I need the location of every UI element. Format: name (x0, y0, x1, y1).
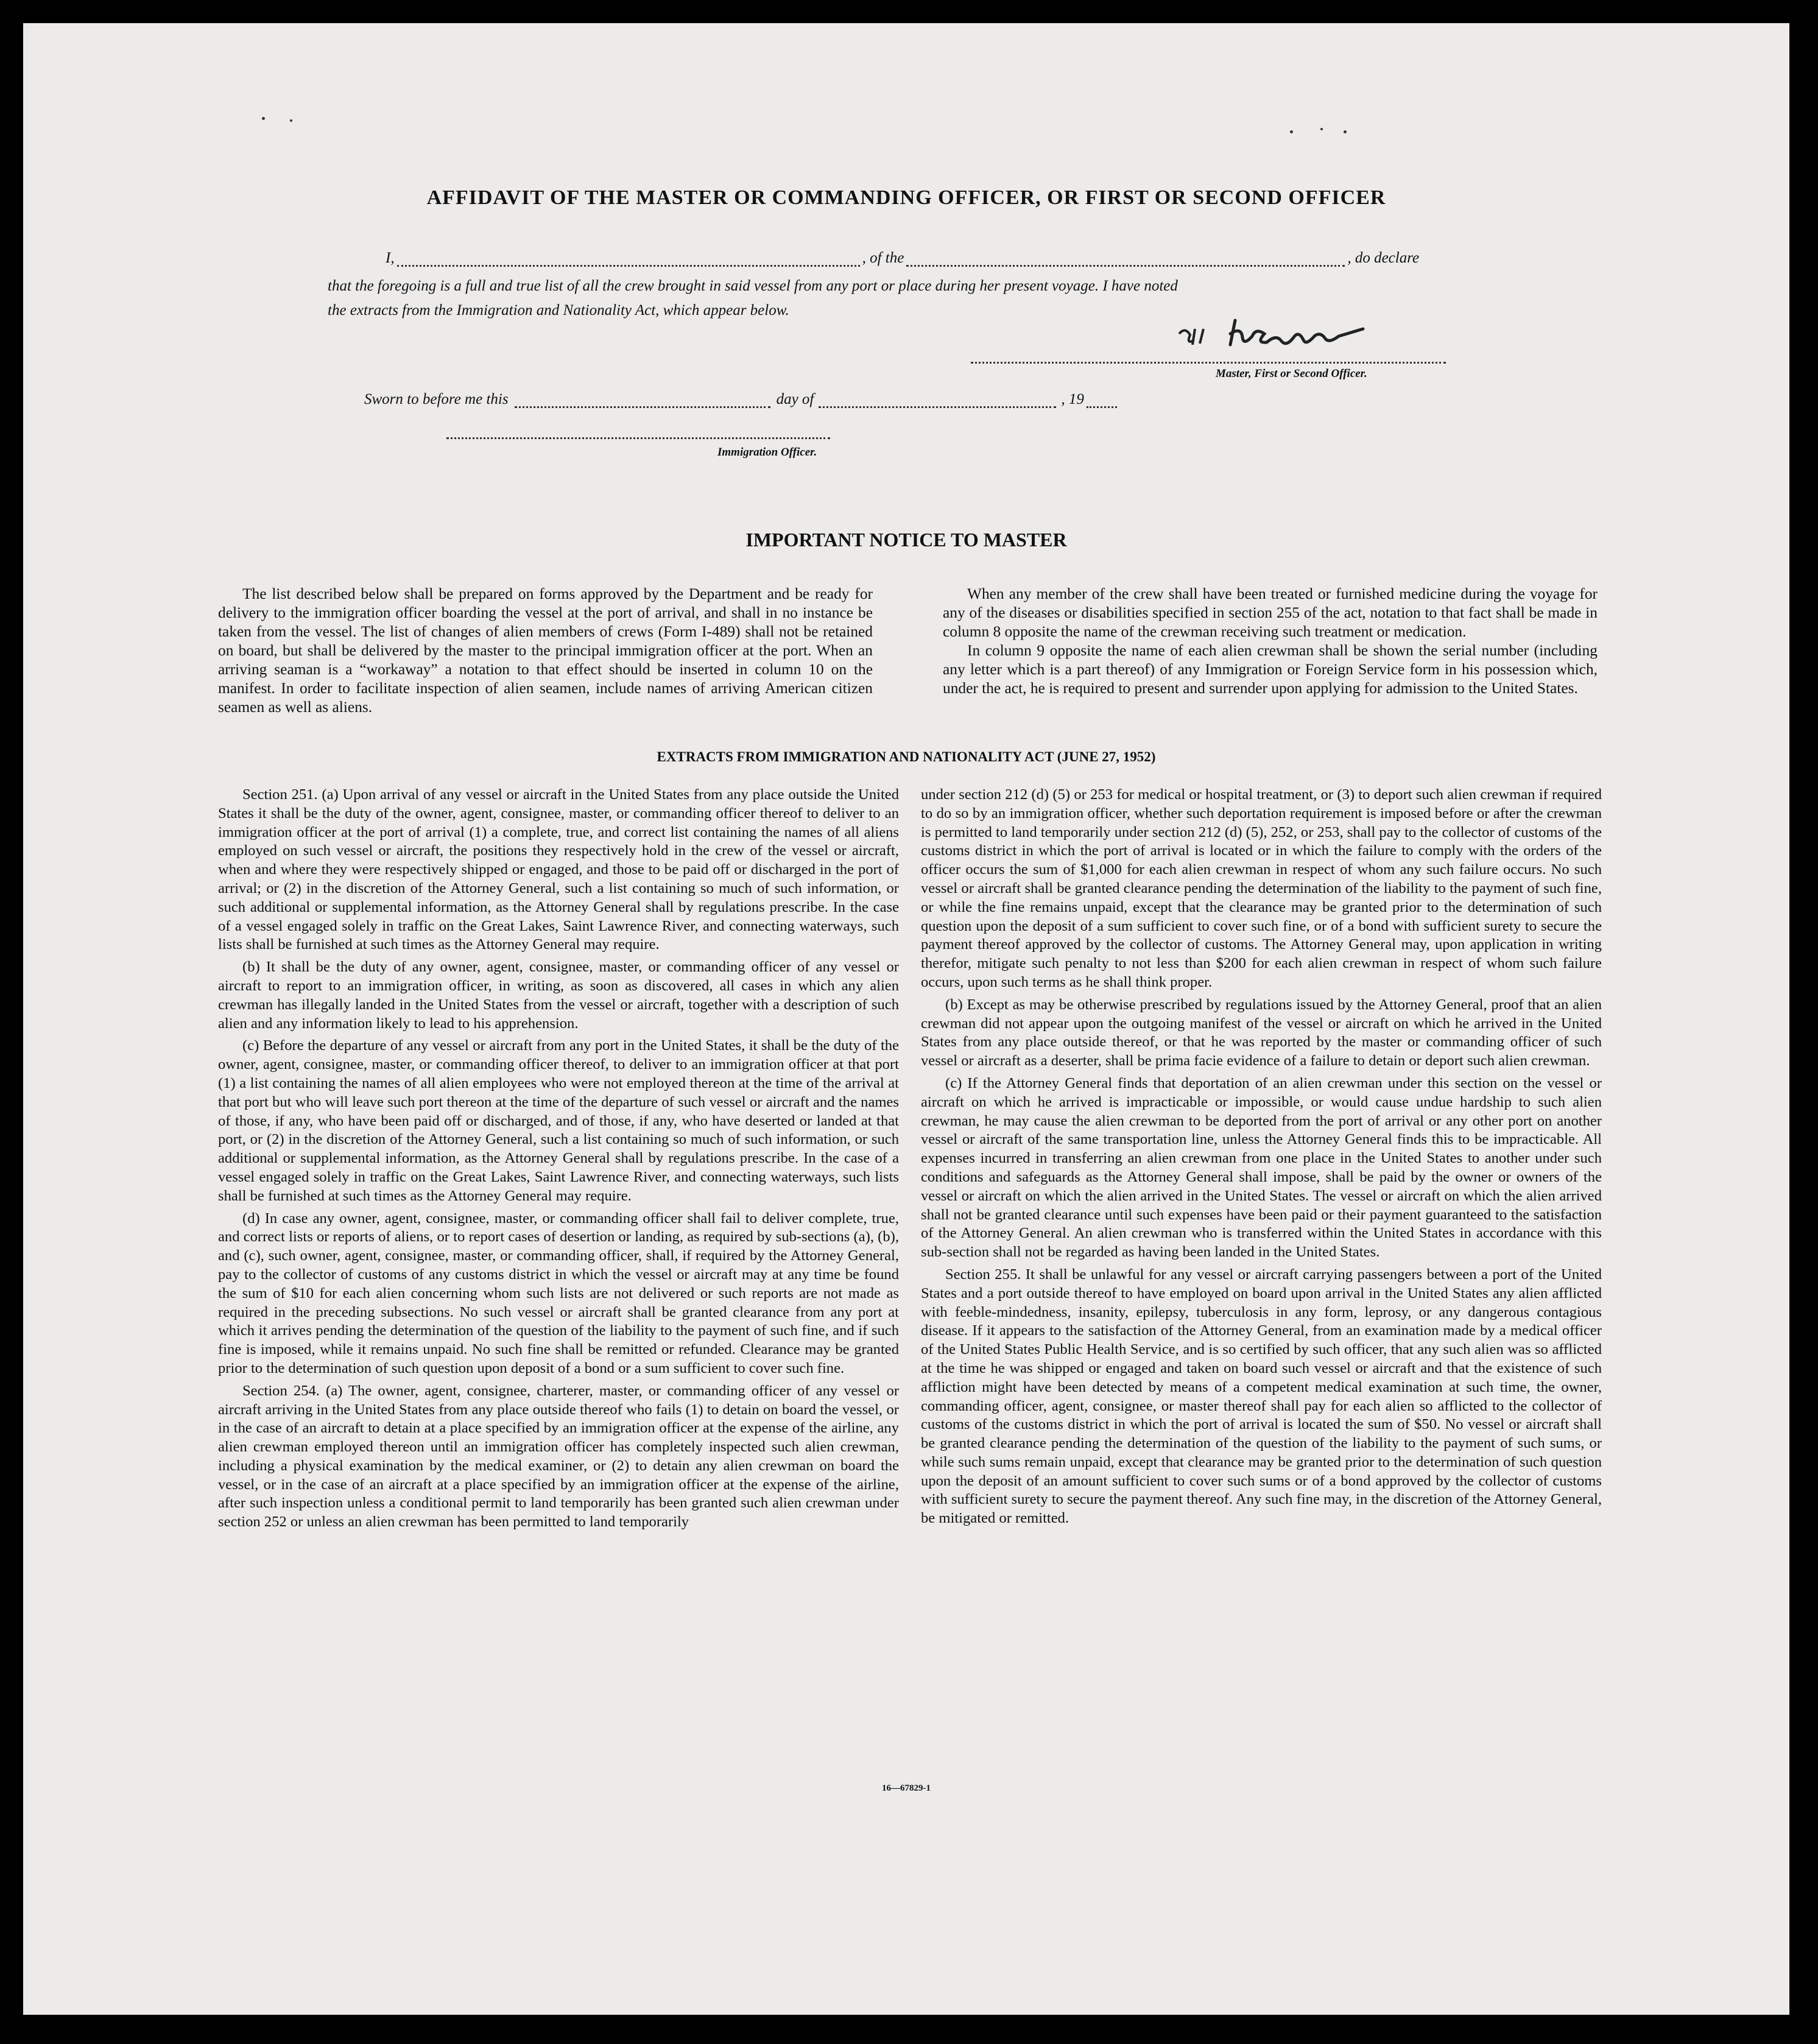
extracts-left-column (218, 786, 899, 1532)
affidavit-title: AFFIDAVIT OF THE MASTER OR COMMANDING OFFICER, OR FIRST OR SECOND OFFICER (426, 186, 1386, 209)
section-254-c: (c) If the Attorney General finds that deportation of an alien crewman under this section on the vessel or aircraft on which he arrived is impracticable or impossible, or would cause undue hardship to such alien crewman, he may cause the alien crewman to be deported from the port of arrival or any other port on another vessel or aircraft of the same transportation line, unless the Attorney General finds this to be impracticable. All expenses incurred in transferring an alien crewman from one place in the United States to another under such conditions and safeguards as the Attorney General shall impose, shall be paid by the owner or owners of the vessel or aircraft on which the alien arrived in the United States. The vessel or aircraft on which the alien arrived shall not be granted clearance until such expenses have been paid or their payment guaranteed to the satisfaction of the Attorney General. An alien crewman who is transferred within the United States in accordance with this sub-section shall not be regarded as having been landed in the United States. (921, 1074, 1602, 1261)
vessel-name-field[interactable] (906, 265, 1345, 267)
notice-right-paragraph-2: In column 9 opposite the name of each alien crewman shall be shown the serial number (including any letter which is a part thereof) of any Immigration or Foreign Service form in his possession which, under the act, he is required to present and surrender upon applying for admission to the United States. (943, 642, 1598, 697)
declarant-line (386, 250, 1439, 267)
declarant-suffix: , do declare (1347, 250, 1420, 266)
officer-signature-line[interactable] (446, 437, 830, 439)
sworn-year-field[interactable] (1087, 406, 1117, 408)
declaration-text-2: the extracts from the Immigration and Nationality Act, which appear below. (328, 302, 789, 319)
notice-right-column (943, 585, 1598, 698)
sworn-prefix: Sworn to before me this (364, 391, 509, 407)
document-page (23, 23, 1789, 2015)
section-254-a: Section 254. (a) The owner, agent, consignee, charterer, master, or commanding officer of any vessel or aircraft arriving in the United States from any place outside thereof who fails (1) to detain on board the vessel, or in the case of an aircraft to detain at a place specified by an immigration officer at the expense of the airline, any alien crewman employed thereon until an immigration officer has completely inspected such alien crewman, including a physical examination by the medical examiner, or (2) to detain any alien crewman on board the vessel, or in the case of an aircraft at a place specified by an immigration officer at the expense of the airline, after such inspection unless a conditional permit to land temporarily has been granted such alien crewman under section 252 or unless an alien crewman has been permitted to land temporarily (218, 1382, 899, 1531)
notice-right-paragraph-1: When any member of the crew shall have been treated or furnished medicine during the voyage for any of the diseases or disabilities specified in section 255 of the act, notation to that fact shall be made in column 8 opposite the name of the crewman receiving such treatment or medication. (943, 585, 1598, 640)
sworn-day-field[interactable] (515, 406, 770, 408)
signature-line (971, 362, 1446, 364)
signature (1174, 315, 1430, 358)
scan-speck (1320, 128, 1323, 130)
section-254-a-continued: under section 212 (d) (5) or 253 for medical or hospital treatment, or (3) to deport such alien crewman if required to do so by an immigration officer, whether such deportation requirement is imposed before or after the crewman is permitted to land temporarily under section 212 (d) (5), 252, or 253, shall pay to the collector of customs of the customs district in which the port of arrival is located or in which the failure to comply with the orders of the officer occurs the sum of $1,000 for each alien crewman in respect of whom any such failure occurs. No such vessel or aircraft shall be granted clearance pending the determination of the liability to the payment of such fine, or while the fine remains unpaid, except that the clearance may be granted prior to the determination of such question upon the deposit of a sum sufficient to cover such fine, or of a bond with sufficient surety to secure the payment thereof approved by the collector of customs. The Attorney General may, upon application in writing therefor, mitigate such penalty to not less than $200 for each alien crewman in respect of whom such failure occurs, upon such terms as he shall think proper. (921, 786, 1602, 990)
signature-scribble-icon (1174, 315, 1430, 358)
scan-speck (1290, 130, 1293, 133)
sworn-month-field[interactable] (819, 406, 1056, 408)
sworn-line (364, 391, 1180, 408)
notice-left-column (218, 585, 873, 717)
section-255: Section 255. It shall be unlawful for any vessel or aircraft carrying passengers between a port of the United States and a port outside thereof to have employed on board upon arrival in the United States any alien afflicted with feeble-mindedness, insanity, epilepsy, tuberculosis in any form, leprosy, or any dangerous contagious disease. If it appears to the satisfaction of the Attorney General, from an examination made by a medical officer of the United States Public Health Service, and is so certified by such officer, that any such alien was so afflicted at the time he was shipped or engaged and taken on board such vessel or aircraft and that the existence of such affliction might have been detected by means of a competent medical examination at such time, the owner, commanding officer, agent, consignee, or master thereof shall pay for each alien so afflicted to the collector of customs of the customs district in which the port of arrival is located the sum of $50. No vessel or aircraft shall be granted clearance pending the determination of the question of the liability to the payment of such sums, or while such sums remain unpaid, except that clearance may be granted prior to the determination of such question upon the deposit of an amount sufficient to cover such sums or of a bond approved by the collector of customs with sufficient surety to secure the payment thereof. Any such fine may, in the discretion of the Attorney General, be mitigated or remitted. (921, 1266, 1602, 1527)
scan-speck (290, 119, 292, 122)
section-254-b: (b) Except as may be otherwise prescribed by regulations issued by the Attorney General, proof that an alien crewman did not appear upon the outgoing manifest of the vessel or aircraft on which he arrived in the United States from any place outside thereof, or that he was reported by the master or commanding officer of such vessel or aircraft as a deserter, shall be prima facie evidence of a failure to detain or deport such alien crewman. (921, 996, 1602, 1070)
section-251-a: Section 251. (a) Upon arrival of any vessel or aircraft in the United States from any place outside the United States it shall be the duty of the owner, agent, consignee, master, or commanding officer thereof to deliver to an immigration officer at the port of arrival (1) a complete, true, and correct list containing the names of all aliens employed on such vessel or aircraft, the positions they respectively hold in the crew of the vessel or aircraft, when and where they were respectively shipped or engaged, and those to be paid off or discharged in the port of arrival; or (2) in the discretion of the Attorney General, such a list containing so much of such information, or such additional or supplemental information, as the Attorney General shall by regulations prescribe. In the case of a vessel engaged solely in traffic on the Great Lakes, Saint Lawrence River, and connecting waterways, such lists shall be furnished at such times as the Attorney General may require. (218, 786, 899, 953)
extracts-heading: EXTRACTS FROM IMMIGRATION AND NATIONALITY ACT (JUNE 27, 1952) (657, 749, 1156, 764)
sworn-day-label: day of (776, 391, 814, 407)
notice-heading: IMPORTANT NOTICE TO MASTER (745, 529, 1067, 551)
scan-speck (262, 117, 265, 120)
declarant-name-field[interactable] (397, 265, 860, 267)
extracts-right-column (921, 786, 1602, 1528)
form-number: 16—67829-1 (882, 1783, 931, 1793)
sworn-year-label: , 19 (1061, 391, 1084, 407)
section-251-d: (d) In case any owner, agent, consignee, master, or commanding officer shall fail to deliver complete, true, and correct lists or reports of aliens, or to report cases of desertion or landing, as required by sub-sections (a), (b), and (c), such owner, agent, consignee, master, or commanding officer, shall, if required by the Attorney General, pay to the collector of customs of any customs district in which the vessel or aircraft may at any time be found the sum of $10 for each alien concerning whom such lists are not delivered or such reports are not made as required in the preceding subsections. No such vessel or aircraft shall be granted clearance from any port at which it arrives pending the determination of the question of the liability to the payment of such fine, and if such fine is imposed, while it remains unpaid. No such fine shall be remitted or refunded. Clearance may be granted prior to the determination of such question upon deposit of a bond or a sum sufficient to cover such fine. (218, 1210, 899, 1376)
section-251-b: (b) It shall be the duty of any owner, agent, consignee, master, or commanding officer of any vessel or aircraft to report to an immigration officer, in writing, as soon as discovered, all cases in which any alien crewman has illegally landed in the United States from the vessel or aircraft, together with a description of such alien and any information likely to lead to his apprehension. (218, 959, 899, 1032)
signature-caption: Master, First or Second Officer. (1216, 367, 1367, 380)
declarant-middle: , of the (862, 250, 904, 266)
declarant-prefix: I, (386, 250, 395, 266)
officer-caption: Immigration Officer. (717, 446, 817, 459)
scan-speck (1344, 130, 1347, 133)
notice-left-paragraph: The list described below shall be prepared on forms approved by the Department and be ready for delivery to the immigration officer boarding the vessel at the port of arrival, and shall in no instance be taken from the vessel. The list of changes of alien members of crews (Form I-489) shall not be retained on board, but shall be delivered by the master to the principal immigration officer at the port. When an arriving seaman is a “workaway” a notation to that effect should be inserted in column 10 on the manifest. In order to facilitate inspection of alien seamen, include names of arriving American citizen seamen as well as aliens. (218, 585, 873, 716)
section-251-c: (c) Before the departure of any vessel or aircraft from any port in the United States, it shall be the duty of the owner, agent, consignee, master, or commanding officer thereof, to deliver to an immigration officer at that port (1) a list containing the names of all alien employees who were not employed thereon at the time of the arrival at that port but who will leave such port thereon at the time of the departure of such vessel or aircraft and the names of those, if any, who have been paid off or discharged, and of those, if any, who have deserted or landed at that port, or (2) in the discretion of the Attorney General, such a list containing so much of such information, or such additional or supplemental information, as the Attorney General shall by regulations prescribe. In the case of a vessel engaged solely in traffic on the Great Lakes, Saint Lawrence River, and connecting waterways, such lists shall be furnished at such times as the Attorney General may require. (218, 1037, 899, 1204)
declaration-text-1: that the foregoing is a full and true list of all the crew brought in said vessel from any port or place during her present voyage. I have noted (328, 278, 1178, 294)
